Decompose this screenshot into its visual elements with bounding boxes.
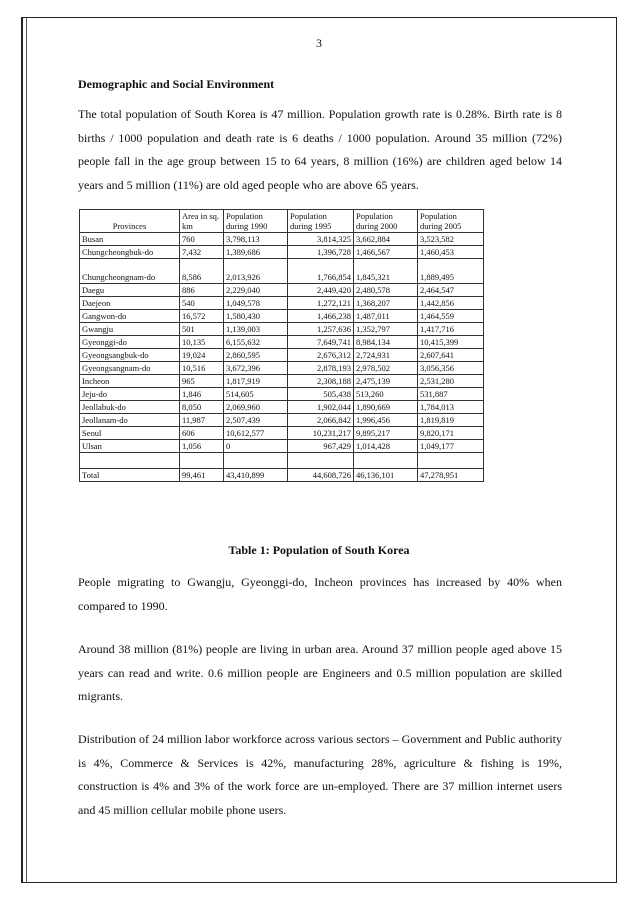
cell-pop-2005: 1,889,495 [418,259,484,284]
cell-pop-1990: 2,229,040 [224,284,288,297]
cell-pop-2000: 2,978,502 [354,362,418,375]
table-row [80,362,484,375]
cell-province: Busan [80,233,180,246]
cell-pop-2000: 2,475,139 [354,375,418,388]
cell-pop-2005: 9,820,171 [418,427,484,440]
cell-pop-2000: 1,014,428 [354,440,418,453]
cell-pop-2000: 1,996,456 [354,414,418,427]
header-area: Area in sq. km [180,210,224,233]
cell-pop-1990: 1,139,003 [224,323,288,336]
cell-province: Chungcheongbuk-do [80,246,180,259]
cell-pop-2000: 2,724,931 [354,349,418,362]
cell-area: 10,516 [180,362,224,375]
margin-line [26,17,27,883]
cell-pop-1990: 2,860,595 [224,349,288,362]
table-row [80,336,484,349]
table-row [80,427,484,440]
cell-pop-1995: 2,066,842 [288,414,354,427]
table-row [80,297,484,310]
cell-pop-2000: 1,845,321 [354,259,418,284]
cell-area: 1,056 [180,440,224,453]
cell-province: Daejeon [80,297,180,310]
cell-province: Daegu [80,284,180,297]
cell-area: 7,432 [180,246,224,259]
cell-pop-1995: 7,649,741 [288,336,354,349]
cell-pop-1990: 514,605 [224,388,288,401]
cell-province: Jeollanam-do [80,414,180,427]
cell-pop-1995: 3,814,325 [288,233,354,246]
cell-pop-2005: 47,278,951 [418,469,484,482]
cell-province: Ulsan [80,440,180,453]
cell-pop-1990: 1,580,430 [224,310,288,323]
table-row [80,414,484,427]
cell-area: 760 [180,233,224,246]
cell-pop-2000: 9,895,217 [354,427,418,440]
table-row [80,401,484,414]
population-table [79,209,484,482]
cell-area: 606 [180,427,224,440]
paragraph-workforce: Distribution of 24 million labor workforce across various sectors – Government and Public authority is 4%, Commerce & Services is 42%, manufacturing 28%, agriculture & fishing is 19%, construction is 4% and 3% of the work force are un-employed. There are 37 million internet users and 45 million cellular mobile phone users. [78,732,562,817]
cell-pop-2005: 10,415,399 [418,336,484,349]
cell-area: 11,987 [180,414,224,427]
cell-province: Gyeonggi-do [80,336,180,349]
cell-area [180,453,224,469]
table-row [80,440,484,453]
cell-pop-2005: 3,056,356 [418,362,484,375]
cell-area: 16,572 [180,310,224,323]
cell-pop-2005: 2,531,280 [418,375,484,388]
cell-pop-1990 [224,453,288,469]
table-row [80,349,484,362]
cell-area: 1,846 [180,388,224,401]
cell-province: Gwangju [80,323,180,336]
cell-pop-1990: 0 [224,440,288,453]
table-row [80,284,484,297]
cell-pop-2005: 1,049,177 [418,440,484,453]
cell-pop-2005: 1,442,856 [418,297,484,310]
cell-area: 886 [180,284,224,297]
table-row [80,375,484,388]
cell-pop-1990: 2,013,926 [224,259,288,284]
cell-province: Gangwon-do [80,310,180,323]
cell-pop-2000: 2,480,578 [354,284,418,297]
cell-pop-1995: 1,257,636 [288,323,354,336]
cell-pop-1990: 1,389,686 [224,246,288,259]
cell-pop-2005: 531,887 [418,388,484,401]
cell-area: 8,586 [180,259,224,284]
cell-province: Jeju-do [80,388,180,401]
cell-province: Gyeongsangbuk-do [80,349,180,362]
cell-pop-1990: 2,507,439 [224,414,288,427]
cell-province: Gyeongsangnam-do [80,362,180,375]
cell-area: 540 [180,297,224,310]
section-heading: Demographic and Social Environment [78,77,275,91]
cell-pop-2005: 1,819,819 [418,414,484,427]
cell-pop-2005 [418,453,484,469]
cell-area: 501 [180,323,224,336]
table-row [80,469,484,482]
cell-pop-1995: 44,608,726 [288,469,354,482]
cell-pop-1995: 2,878,193 [288,362,354,375]
cell-pop-2000: 1,487,011 [354,310,418,323]
cell-pop-1995: 1,766,854 [288,259,354,284]
cell-pop-2000: 1,368,207 [354,297,418,310]
cell-pop-2000: 1,890,669 [354,401,418,414]
cell-pop-2005: 1,460,453 [418,246,484,259]
cell-province: Incheon [80,375,180,388]
cell-pop-2005: 3,523,582 [418,233,484,246]
table-row [80,323,484,336]
header-provinces: Provinces [80,210,180,233]
cell-pop-1995: 2,308,188 [288,375,354,388]
header-pop-2005: Population during 2005 [418,210,484,233]
cell-pop-1990: 10,612,577 [224,427,288,440]
cell-province: Jeollabuk-do [80,401,180,414]
cell-province: Total [80,469,180,482]
cell-pop-2000 [354,453,418,469]
cell-area: 19,024 [180,349,224,362]
cell-pop-1990: 2,069,960 [224,401,288,414]
cell-area: 99,461 [180,469,224,482]
cell-province [80,453,180,469]
cell-pop-1990: 3,798,113 [224,233,288,246]
cell-pop-1995: 1,272,121 [288,297,354,310]
cell-pop-1995: 2,676,312 [288,349,354,362]
cell-province: Seoul [80,427,180,440]
cell-pop-2000: 3,662,884 [354,233,418,246]
cell-pop-1990: 6,155,632 [224,336,288,349]
cell-pop-2005: 1,464,559 [418,310,484,323]
table-body [80,233,484,482]
cell-pop-2000: 8,984,134 [354,336,418,349]
cell-area: 10,135 [180,336,224,349]
cell-pop-1990: 1,049,578 [224,297,288,310]
header-pop-1990: Population during 1990 [224,210,288,233]
table-row [80,453,484,469]
cell-pop-1995 [288,453,354,469]
cell-pop-1990: 1,817,919 [224,375,288,388]
cell-pop-1995: 2,449,420 [288,284,354,297]
table-row [80,259,484,284]
header-pop-1995: Population during 1995 [288,210,354,233]
table-row [80,246,484,259]
table-row [80,310,484,323]
cell-pop-2000: 1,466,567 [354,246,418,259]
table-header-row [80,210,484,233]
cell-pop-2000: 1,352,797 [354,323,418,336]
cell-pop-1995: 1,902,044 [288,401,354,414]
cell-pop-1995: 967,429 [288,440,354,453]
table-caption: Table 1: Population of South Korea [228,543,410,557]
paragraph-population-overview: The total population of South Korea is 47 million. Population growth rate is 0.28%. Birth rate is 8 births / 1000 population and death rate is 6 deaths / 1000 population. Around 35 million (72%) people fall in the age group between 15 to 64 years, 8 million (16%) are children aged below 14 years and 5 million (11%) are old aged people who are above 65 years. [78,107,562,192]
table-row [80,233,484,246]
cell-province: Chungcheongnam-do [80,259,180,284]
paragraph-urban-literacy: Around 38 million (81%) people are living in urban area. Around 37 million people aged above 15 years can read and write. 0.6 million people are Engineers and 0.5 million population are skilled migrants. [78,642,562,703]
cell-area: 8,050 [180,401,224,414]
cell-pop-2005: 2,464,547 [418,284,484,297]
cell-pop-1995: 10,231,217 [288,427,354,440]
cell-pop-2005: 1,784,013 [418,401,484,414]
header-pop-2000: Population during 2000 [354,210,418,233]
paragraph-migration: People migrating to Gwangju, Gyeonggi-do, Incheon provinces has increased by 40% when compared to 1990. [78,575,562,613]
cell-pop-1990: 43,410,899 [224,469,288,482]
cell-pop-1995: 1,466,238 [288,310,354,323]
cell-pop-2005: 2,607,641 [418,349,484,362]
cell-pop-2000: 46,136,101 [354,469,418,482]
table-row [80,388,484,401]
cell-pop-2005: 1,417,716 [418,323,484,336]
page-number: 3 [316,36,322,50]
cell-pop-2000: 513,260 [354,388,418,401]
cell-pop-1990: 3,672,396 [224,362,288,375]
cell-pop-1995: 505,438 [288,388,354,401]
cell-area: 965 [180,375,224,388]
cell-pop-1995: 1,396,728 [288,246,354,259]
